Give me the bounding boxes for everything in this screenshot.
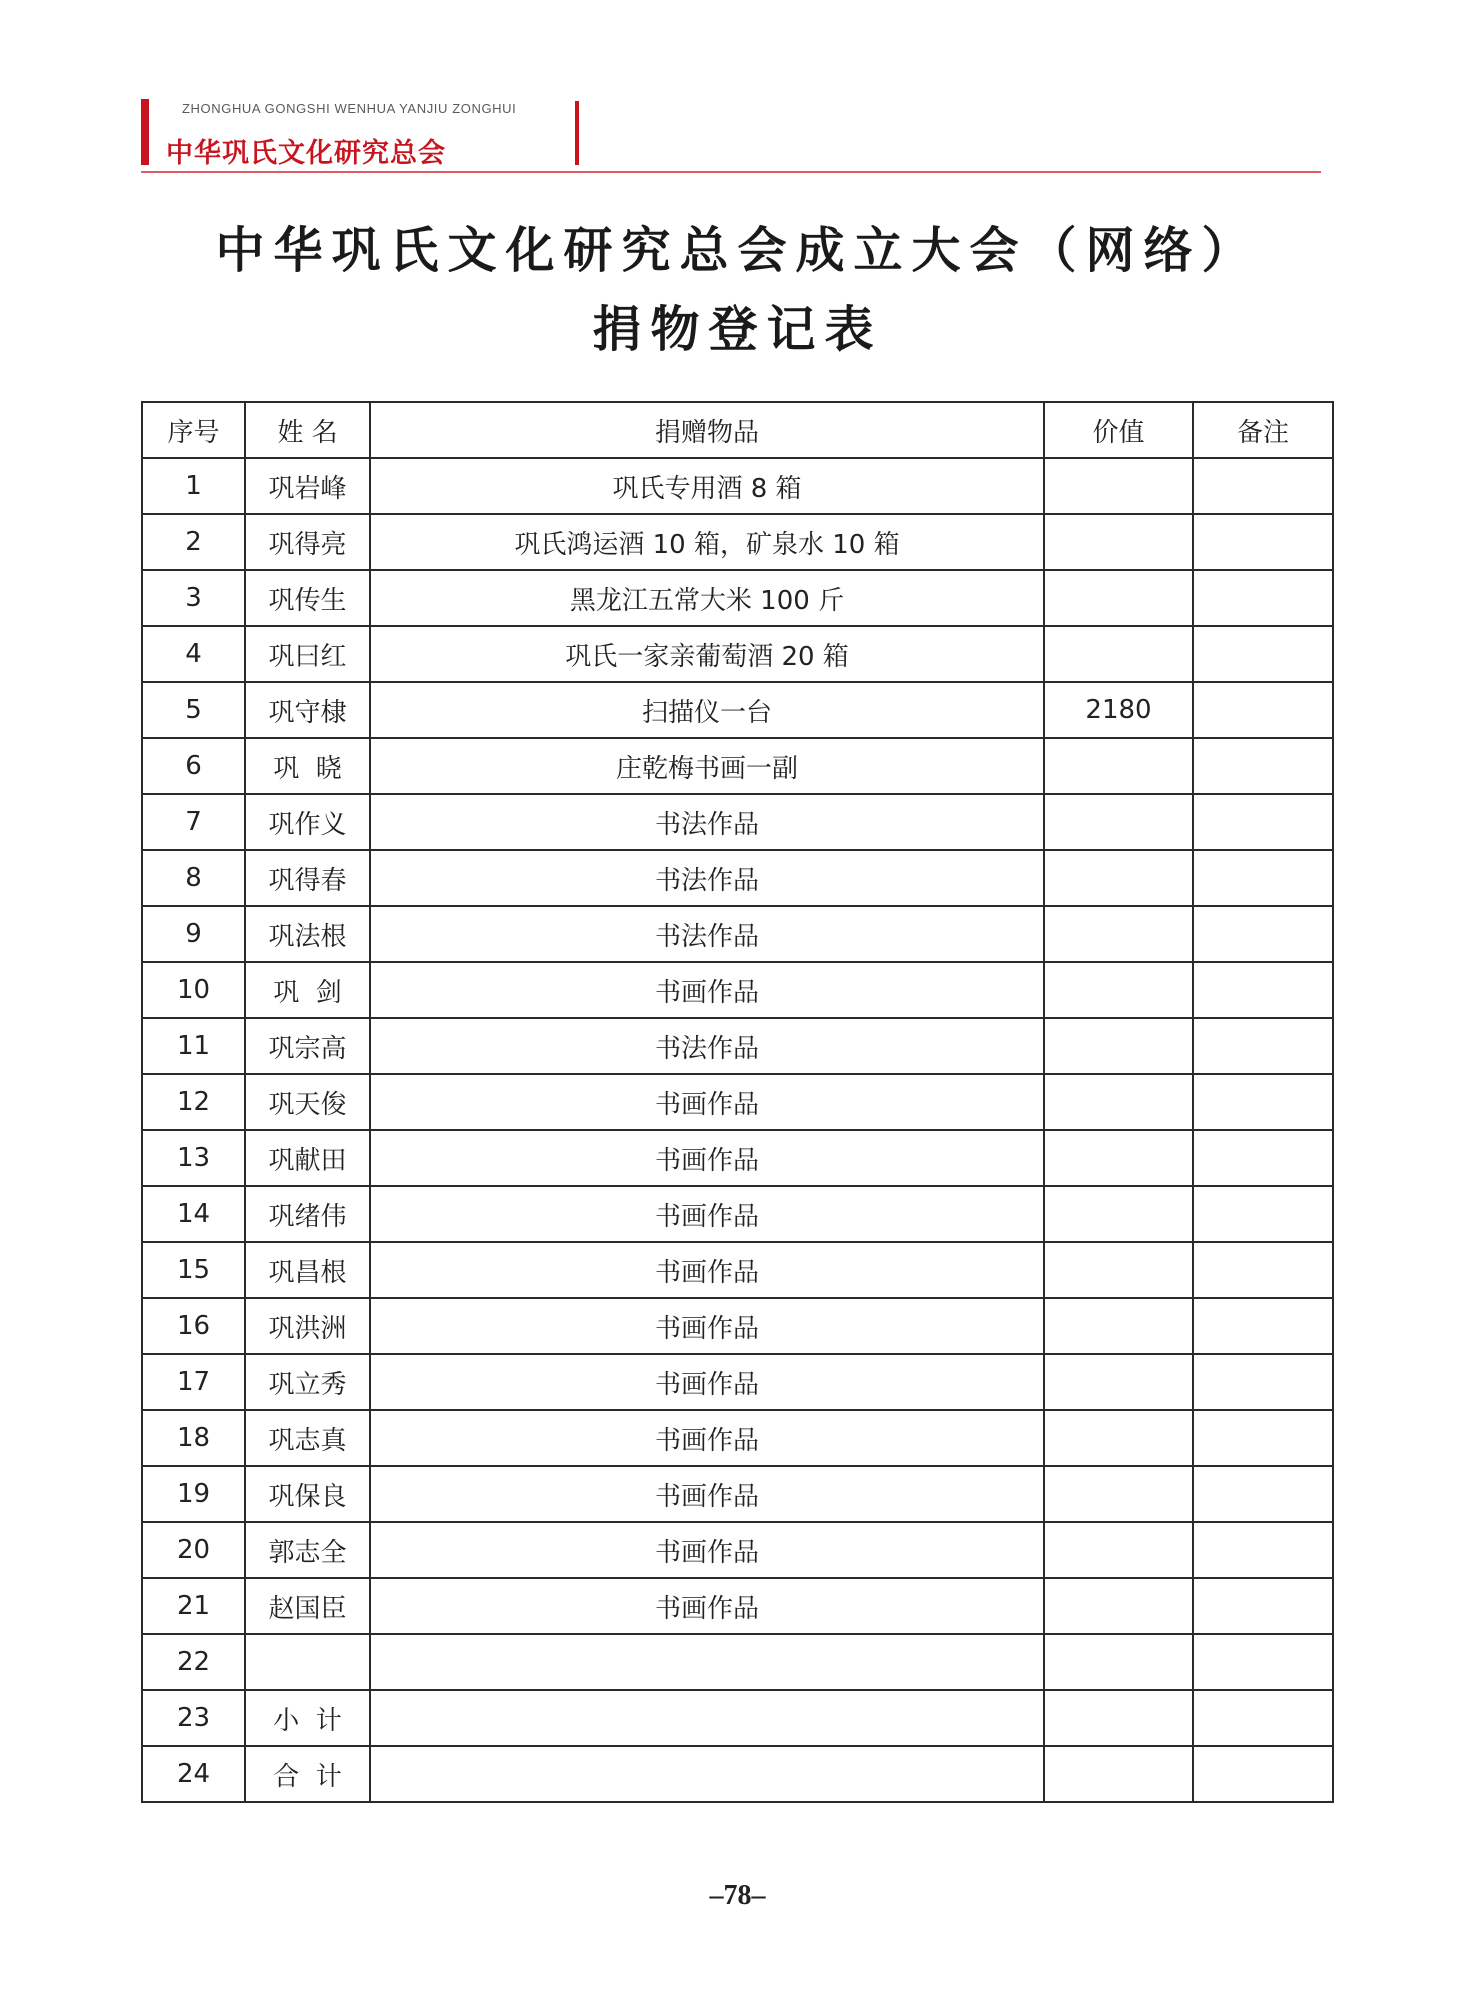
cell-name: 巩岩峰 [245,458,370,514]
table-row [142,850,1333,906]
cell-no: 7 [142,794,245,850]
cell-no: 4 [142,626,245,682]
cell-note [1193,626,1333,682]
cell-note [1193,1466,1333,1522]
cell-item: 书画作品 [370,1186,1044,1242]
cell-item: 书画作品 [370,962,1044,1018]
cell-no: 5 [142,682,245,738]
cell-note [1193,1578,1333,1634]
table-row [142,1242,1333,1298]
table-row [142,1074,1333,1130]
cell-name: 合 计 [245,1746,370,1802]
header-divider [141,171,1321,173]
cell-note [1193,1242,1333,1298]
cell-name: 巩志真 [245,1410,370,1466]
cell-note [1193,738,1333,794]
table-row [142,794,1333,850]
cell-item: 书法作品 [370,906,1044,962]
header-value: 价值 [1044,402,1193,458]
table-row [142,514,1333,570]
cell-name: 巩得亮 [245,514,370,570]
cell-item: 黑龙江五常大米 100 斤 [370,570,1044,626]
table-row [142,1522,1333,1578]
cell-no: 8 [142,850,245,906]
table-row [142,1186,1333,1242]
cell-item [370,1746,1044,1802]
table-row [142,962,1333,1018]
cell-no: 11 [142,1018,245,1074]
table-row [142,1466,1333,1522]
cell-value: 2180 [1044,682,1193,738]
cell-name: 巩昌根 [245,1242,370,1298]
cell-note [1193,1298,1333,1354]
cell-name: 巩宗高 [245,1018,370,1074]
table-row [142,1690,1333,1746]
cell-item: 书画作品 [370,1466,1044,1522]
cell-value [1044,1242,1193,1298]
page-title: 中华巩氏文化研究总会成立大会（网络） [215,221,1260,279]
cell-item [370,1690,1044,1746]
cell-name: 巩献田 [245,1130,370,1186]
table-row [142,906,1333,962]
cell-item: 书画作品 [370,1522,1044,1578]
cell-value [1044,794,1193,850]
cell-no: 9 [142,906,245,962]
cell-item: 书画作品 [370,1074,1044,1130]
cell-value [1044,1018,1193,1074]
cell-note [1193,1634,1333,1690]
table-row [142,626,1333,682]
cell-item: 书法作品 [370,1018,1044,1074]
cell-value [1044,1298,1193,1354]
cell-no: 23 [142,1690,245,1746]
cell-value [1044,514,1193,570]
cell-name: 巩 晓 [245,738,370,794]
cell-value [1044,1746,1193,1802]
cell-no: 18 [142,1410,245,1466]
cell-note [1193,1410,1333,1466]
cell-note [1193,962,1333,1018]
cell-item: 扫描仪一台 [370,682,1044,738]
cell-note [1193,1018,1333,1074]
cell-name: 巩绪伟 [245,1186,370,1242]
table-row [142,458,1333,514]
cell-name: 巩守棣 [245,682,370,738]
cell-no: 17 [142,1354,245,1410]
header-item: 捐赠物品 [370,402,1044,458]
page-number: –78– [709,1880,766,1911]
cell-value [1044,1578,1193,1634]
cell-no: 19 [142,1466,245,1522]
cell-note [1193,1354,1333,1410]
cell-note [1193,1746,1333,1802]
cell-value [1044,1074,1193,1130]
cell-item: 书法作品 [370,794,1044,850]
cell-item: 巩氏专用酒 8 箱 [370,458,1044,514]
cell-name: 巩 剑 [245,962,370,1018]
cell-note [1193,794,1333,850]
table-row [142,1354,1333,1410]
table-row [142,1298,1333,1354]
table-row [142,1018,1333,1074]
cell-note [1193,906,1333,962]
cell-item: 书画作品 [370,1130,1044,1186]
cell-name: 巩得春 [245,850,370,906]
cell-item: 书法作品 [370,850,1044,906]
cell-value [1044,738,1193,794]
cell-note [1193,682,1333,738]
cell-value [1044,1354,1193,1410]
header-name: 姓 名 [245,402,370,458]
header-accent-bar-right [575,101,579,165]
cell-name: 巩传生 [245,570,370,626]
table-row [142,1410,1333,1466]
cell-item: 巩氏一家亲葡萄酒 20 箱 [370,626,1044,682]
cell-no: 2 [142,514,245,570]
table-row [142,570,1333,626]
cell-no: 20 [142,1522,245,1578]
cell-value [1044,850,1193,906]
cell-item: 庄乾梅书画一副 [370,738,1044,794]
table-row [142,1746,1333,1802]
page-subtitle: 捐物登记表 [592,300,883,358]
cell-item: 巩氏鸿运酒 10 箱，矿泉水 10 箱 [370,514,1044,570]
cell-note [1193,850,1333,906]
cell-value [1044,1522,1193,1578]
cell-no: 6 [142,738,245,794]
table-row [142,1130,1333,1186]
header-accent-bar-left [141,99,149,165]
cell-value [1044,626,1193,682]
cell-note [1193,458,1333,514]
cell-name: 巩保良 [245,1466,370,1522]
cell-note [1193,1186,1333,1242]
cell-name: 赵国臣 [245,1578,370,1634]
cell-value [1044,570,1193,626]
cell-name: 巩洪洲 [245,1298,370,1354]
cell-note [1193,1522,1333,1578]
cell-name: 巩法根 [245,906,370,962]
cell-note [1193,1074,1333,1130]
cell-no: 14 [142,1186,245,1242]
cell-name: 巩天俊 [245,1074,370,1130]
cell-value [1044,1466,1193,1522]
cell-no: 24 [142,1746,245,1802]
cell-value [1044,1410,1193,1466]
cell-no: 22 [142,1634,245,1690]
cell-item: 书画作品 [370,1354,1044,1410]
cell-value [1044,962,1193,1018]
table-row [142,682,1333,738]
table-row [142,1634,1333,1690]
table-row [142,738,1333,794]
cell-item: 书画作品 [370,1410,1044,1466]
table-body [142,458,1333,1802]
cell-name: 小 计 [245,1690,370,1746]
cell-no: 21 [142,1578,245,1634]
table-header-row [142,402,1333,458]
cell-note [1193,514,1333,570]
cell-value [1044,906,1193,962]
header-note: 备注 [1193,402,1333,458]
cell-item: 书画作品 [370,1578,1044,1634]
cell-value [1044,458,1193,514]
cell-name: 郭志全 [245,1522,370,1578]
cell-note [1193,1130,1333,1186]
header-no: 序号 [142,402,245,458]
cell-no: 15 [142,1242,245,1298]
cell-item: 书画作品 [370,1242,1044,1298]
cell-value [1044,1634,1193,1690]
cell-value [1044,1690,1193,1746]
cell-name [245,1634,370,1690]
cell-value [1044,1186,1193,1242]
cell-no: 1 [142,458,245,514]
cell-value [1044,1130,1193,1186]
cell-note [1193,1690,1333,1746]
donation-register-table [141,401,1334,1803]
cell-no: 3 [142,570,245,626]
cell-name: 巩立秀 [245,1354,370,1410]
cell-name: 巩曰红 [245,626,370,682]
cell-note [1193,570,1333,626]
cell-no: 10 [142,962,245,1018]
cell-name: 巩作义 [245,794,370,850]
cell-no: 13 [142,1130,245,1186]
cell-item [370,1634,1044,1690]
cell-no: 16 [142,1298,245,1354]
cell-no: 12 [142,1074,245,1130]
header-org-chinese: 中华巩氏文化研究总会 [166,138,446,169]
header-org-english: ZHONGHUA GONGSHI WENHUA YANJIU ZONGHUI [182,101,517,116]
table-row [142,1578,1333,1634]
cell-item: 书画作品 [370,1298,1044,1354]
